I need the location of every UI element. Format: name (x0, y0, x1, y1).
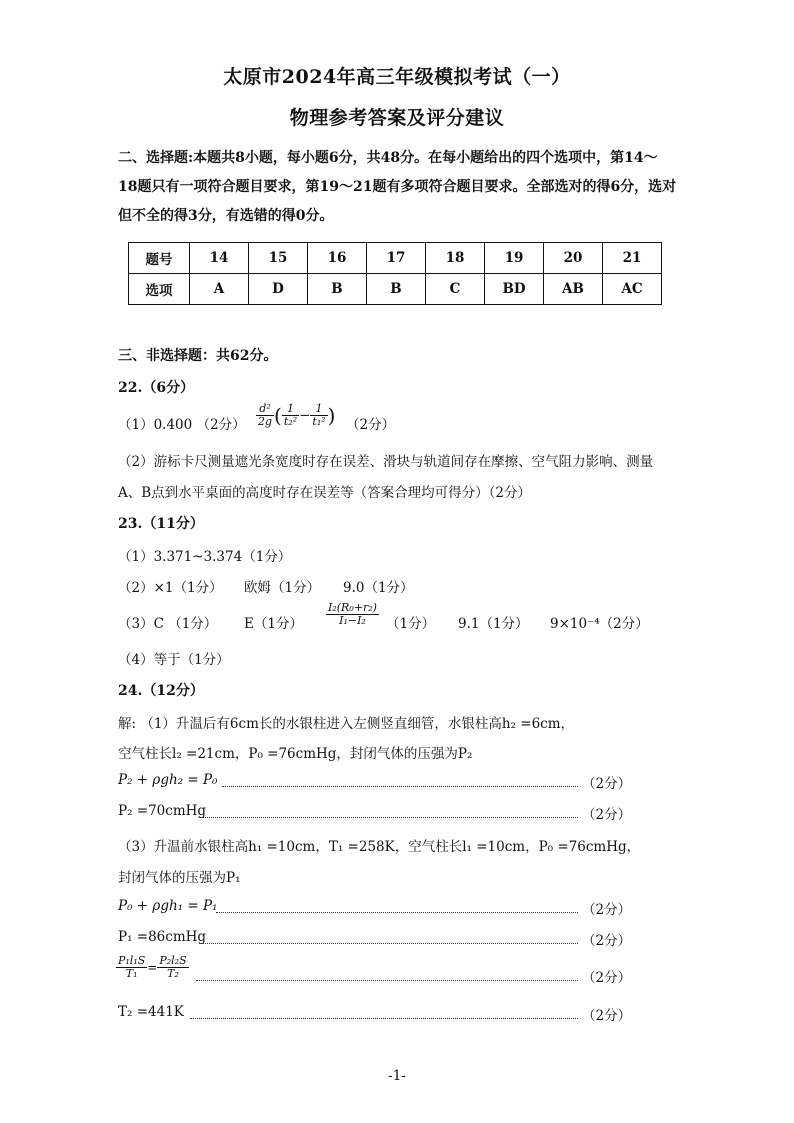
section2-text-line3: 但不全的得3分，有选错的得0分。 (118, 208, 334, 224)
leader-dots (200, 817, 578, 818)
leader-dots (190, 1018, 578, 1019)
q23-part3-b: E（1分） (244, 616, 303, 632)
q22-part1-answer: （1）0.400 （2分） (118, 417, 246, 433)
table-header-cell: 题号 (129, 243, 190, 274)
q23-part3-c: （1分） (386, 616, 436, 632)
q23-part3-formula: $\frac{\text{I₂(R₀+r₂)}}{\text{I₁−I₂}}$ (328, 601, 377, 627)
table-cell: 15 (249, 243, 308, 274)
table-cell: 14 (190, 243, 249, 274)
leader-dots (200, 943, 578, 944)
q24-equation4-score: （2分） (582, 933, 632, 949)
q24-equation3: P₀ + ρgh₁ = P₁ (118, 898, 218, 914)
table-cell: AC (603, 274, 662, 305)
q23-part3-a: （3）C （1分） (118, 616, 218, 632)
q24-equation3-score: （2分） (582, 902, 632, 918)
q23-part3-e: 9×10⁻⁴（2分） (550, 616, 649, 632)
q23-part2-c: 9.0（1分） (343, 580, 414, 596)
table-cell: 19 (485, 243, 544, 274)
q24-equation1-score: （2分） (582, 776, 632, 792)
q24-equation1: P₂ + ρgh₂ = P₀ (118, 772, 218, 788)
page-subtitle: 物理参考答案及评分建议 (289, 107, 505, 129)
q24-line3: （3）升温前水银柱高h₁ =10cm，T₁ =258K，空气柱长l₁ =10cm，P₀ =76cmHg， (118, 839, 641, 855)
section3-heading: 三、非选择题：共62分。 (118, 348, 278, 364)
q24-line1: 解: （1）升温后有6cm长的水银柱进入左侧竖直细管，水银柱高h₂ =6cm， (118, 716, 575, 732)
q24-equation4: P₁ =86cmHg (118, 929, 207, 945)
section2-text-line1: 二、选择题:本题共8小题，每小题6分，共48分。在每小题给出的四个选项中，第14～ (118, 150, 658, 166)
q23-part2-a: （2）×1（1分） (118, 580, 223, 596)
leader-dots (216, 912, 578, 913)
page-number: -1- (388, 1068, 406, 1084)
q24-equation6: T₂ =441K (118, 1004, 184, 1020)
table-cell: 18 (426, 243, 485, 274)
q23-part1: （1）3.371~3.374（1分） (118, 549, 292, 565)
q23-part2-b: 欧姆（1分） (244, 580, 321, 596)
table-cell: 17 (367, 243, 426, 274)
page-title: 太原市2024年高三年级模拟考试（一） (223, 66, 571, 88)
q22-part1-formula: $\frac{\text{d²}}{2g}$ ( $\frac{1}{\text{t₂²}}$ − $\frac{1}{\text{t₁²}}$ ) (258, 402, 336, 428)
table-cell: C (426, 274, 485, 305)
section2-text-line2: 18题只有一项符合题目要求，第19～21题有多项符合题目要求。全部选对的得6分，选对 (118, 179, 677, 195)
q24-equation5-score: （2分） (582, 970, 632, 986)
q24-equation2: P₂ =70cmHg (118, 803, 207, 819)
table-row-answers (129, 274, 662, 305)
table-cell: B (367, 274, 426, 305)
q24-line4: 封闭气体的压强为P₁ (118, 870, 241, 886)
q24-equation5: $\frac{\text{P₁l₁S}}{\text{T₁}}$ = $\frac{\text{P₂l₂S}}{\text{T₂}}$ (118, 954, 187, 980)
leader-dots (196, 980, 578, 981)
q22-heading: 22.（6分） (118, 380, 195, 396)
table-header-cell: 选项 (129, 274, 190, 305)
q23-part4: （4）等于（1分） (118, 652, 230, 668)
table-cell: A (190, 274, 249, 305)
q24-equation6-score: （2分） (582, 1008, 632, 1024)
table-cell: 16 (308, 243, 367, 274)
table-cell: 20 (544, 243, 603, 274)
q22-part1-score: （2分） (346, 417, 396, 433)
table-cell: AB (544, 274, 603, 305)
table-row-numbers (129, 243, 662, 274)
q23-heading: 23.（11分） (118, 516, 204, 532)
table-cell: 21 (603, 243, 662, 274)
q23-part3-d: 9.1（1分） (458, 616, 529, 632)
q24-equation2-score: （2分） (582, 807, 632, 823)
q24-heading: 24.（12分） (118, 683, 204, 699)
q22-part2-line1: （2）游标卡尺测量遮光条宽度时存在误差、滑块与轨道间存在摩擦、空气阻力影响、测量 (118, 454, 654, 470)
q24-line2: 空气柱长l₂ =21cm，P₀ =76cmHg，封闭气体的压强为P₂ (118, 746, 473, 762)
answer-table (128, 242, 662, 305)
table-cell: D (249, 274, 308, 305)
q22-part2-line2: A、B点到水平桌面的高度时存在误差等（答案合理均可得分）（2分） (118, 485, 532, 501)
table-cell: BD (485, 274, 544, 305)
leader-dots (222, 786, 578, 787)
table-cell: B (308, 274, 367, 305)
